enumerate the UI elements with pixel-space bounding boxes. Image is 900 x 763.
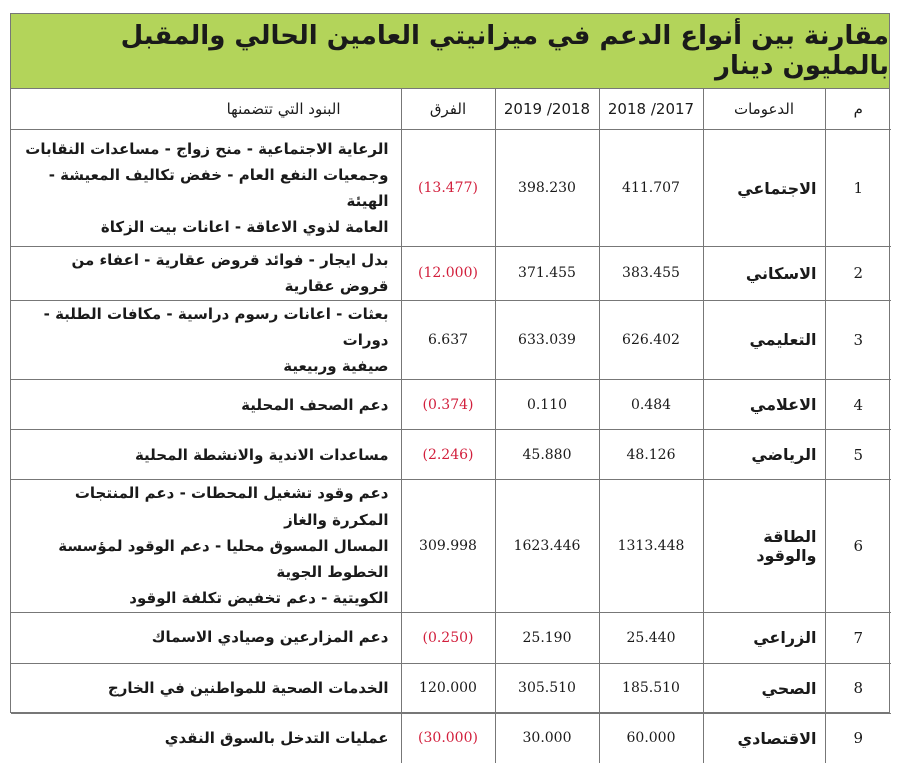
item-line: الخدمات الصحية للمواطنين في الخارج <box>19 675 389 701</box>
table-row <box>11 663 891 713</box>
support-table <box>11 89 891 763</box>
table-title: مقارنة بين أنواع الدعم في ميزانيتي العامين الحالي والمقبل بالمليون دينار <box>11 14 889 89</box>
table-row <box>11 713 891 763</box>
table-body <box>11 130 891 763</box>
row-index: 6 <box>825 480 891 612</box>
value-2018-2019: 371.455 <box>495 247 599 301</box>
value-2018-2019: 25.190 <box>495 612 599 663</box>
row-name: التعليمي <box>703 300 825 380</box>
row-items <box>11 380 401 430</box>
header-2017-2018: 2017/ 2018 <box>599 89 703 130</box>
row-items <box>11 612 401 663</box>
row-name: الاسكاني <box>703 247 825 301</box>
value-difference: (30.000) <box>401 713 495 763</box>
header-difference: الفرق <box>401 89 495 130</box>
value-2017-2018: 48.126 <box>599 430 703 480</box>
item-line: دعم المزارعين وصيادي الاسماك <box>19 624 389 650</box>
row-items <box>11 300 401 380</box>
header-row <box>11 89 891 130</box>
row-index: 8 <box>825 663 891 713</box>
value-2017-2018: 1313.448 <box>599 480 703 612</box>
row-name: الطاقة والوقود <box>703 480 825 612</box>
item-line: وجمعيات النفع العام - خفض تكاليف المعيشة - الهيئة <box>19 162 389 215</box>
item-line: الكويتية - دعم تخفيض تكلفة الوقود <box>19 585 389 611</box>
table-row <box>11 430 891 480</box>
table-row <box>11 612 891 663</box>
row-name: الاقتصادي <box>703 713 825 763</box>
row-items <box>11 713 401 763</box>
header-name: الدعومات <box>703 89 825 130</box>
row-name: الصحي <box>703 663 825 713</box>
table-row <box>11 130 891 247</box>
table-row <box>11 247 891 301</box>
value-difference: 309.998 <box>401 480 495 612</box>
item-line: العامة لذوي الاعاقة - اعانات بيت الزكاة <box>19 214 389 240</box>
value-difference: 6.637 <box>401 300 495 380</box>
value-difference: (12.000) <box>401 247 495 301</box>
row-index: 7 <box>825 612 891 663</box>
table-row <box>11 480 891 612</box>
value-2017-2018: 383.455 <box>599 247 703 301</box>
row-name: الرياضي <box>703 430 825 480</box>
item-line: الرعاية الاجتماعية - منح زواج - مساعدات النقابات <box>19 136 389 162</box>
row-items <box>11 430 401 480</box>
row-items <box>11 663 401 713</box>
row-name: الاعلامي <box>703 380 825 430</box>
row-index: 9 <box>825 713 891 763</box>
row-items <box>11 480 401 612</box>
item-line: صيفية وربيعية <box>19 353 389 379</box>
value-2018-2019: 633.039 <box>495 300 599 380</box>
row-index: 4 <box>825 380 891 430</box>
value-2017-2018: 626.402 <box>599 300 703 380</box>
item-line: بعثات - اعانات رسوم دراسية - مكافات الطلبة - دورات <box>19 301 389 354</box>
value-2018-2019: 45.880 <box>495 430 599 480</box>
row-items <box>11 130 401 247</box>
row-items <box>11 247 401 301</box>
value-difference: (13.477) <box>401 130 495 247</box>
value-difference: (0.250) <box>401 612 495 663</box>
value-2018-2019: 0.110 <box>495 380 599 430</box>
value-difference: 120.000 <box>401 663 495 713</box>
value-2018-2019: 305.510 <box>495 663 599 713</box>
value-2017-2018: 60.000 <box>599 713 703 763</box>
header-index: م <box>825 89 891 130</box>
row-index: 5 <box>825 430 891 480</box>
row-name: الاجتماعي <box>703 130 825 247</box>
row-index: 1 <box>825 130 891 247</box>
value-2017-2018: 25.440 <box>599 612 703 663</box>
item-line: المسال المسوق محليا - دعم الوقود لمؤسسة الخطوط الجوية <box>19 533 389 586</box>
value-2017-2018: 0.484 <box>599 380 703 430</box>
value-2017-2018: 185.510 <box>599 663 703 713</box>
header-2018-2019: 2018/ 2019 <box>495 89 599 130</box>
item-line: مساعدات الاندية والانشطة المحلية <box>19 442 389 468</box>
item-line: دعم الصحف المحلية <box>19 392 389 418</box>
value-difference: (2.246) <box>401 430 495 480</box>
value-2017-2018: 411.707 <box>599 130 703 247</box>
item-line: بدل ايجار - فوائد قروض عقارية - اعفاء من قروض عقارية <box>19 247 389 300</box>
value-difference: (0.374) <box>401 380 495 430</box>
item-line: عمليات التدخل بالسوق النقدي <box>19 725 389 751</box>
value-2018-2019: 1623.446 <box>495 480 599 612</box>
item-line: دعم وقود تشغيل المحطات - دعم المنتجات المكررة والغاز <box>19 480 389 533</box>
value-2018-2019: 30.000 <box>495 713 599 763</box>
table-row <box>11 300 891 380</box>
header-items: البنود التي تتضمنها <box>11 89 401 130</box>
row-index: 3 <box>825 300 891 380</box>
row-index: 2 <box>825 247 891 301</box>
table-row <box>11 380 891 430</box>
value-2018-2019: 398.230 <box>495 130 599 247</box>
support-comparison-table-frame <box>10 13 890 713</box>
row-name: الزراعي <box>703 612 825 663</box>
